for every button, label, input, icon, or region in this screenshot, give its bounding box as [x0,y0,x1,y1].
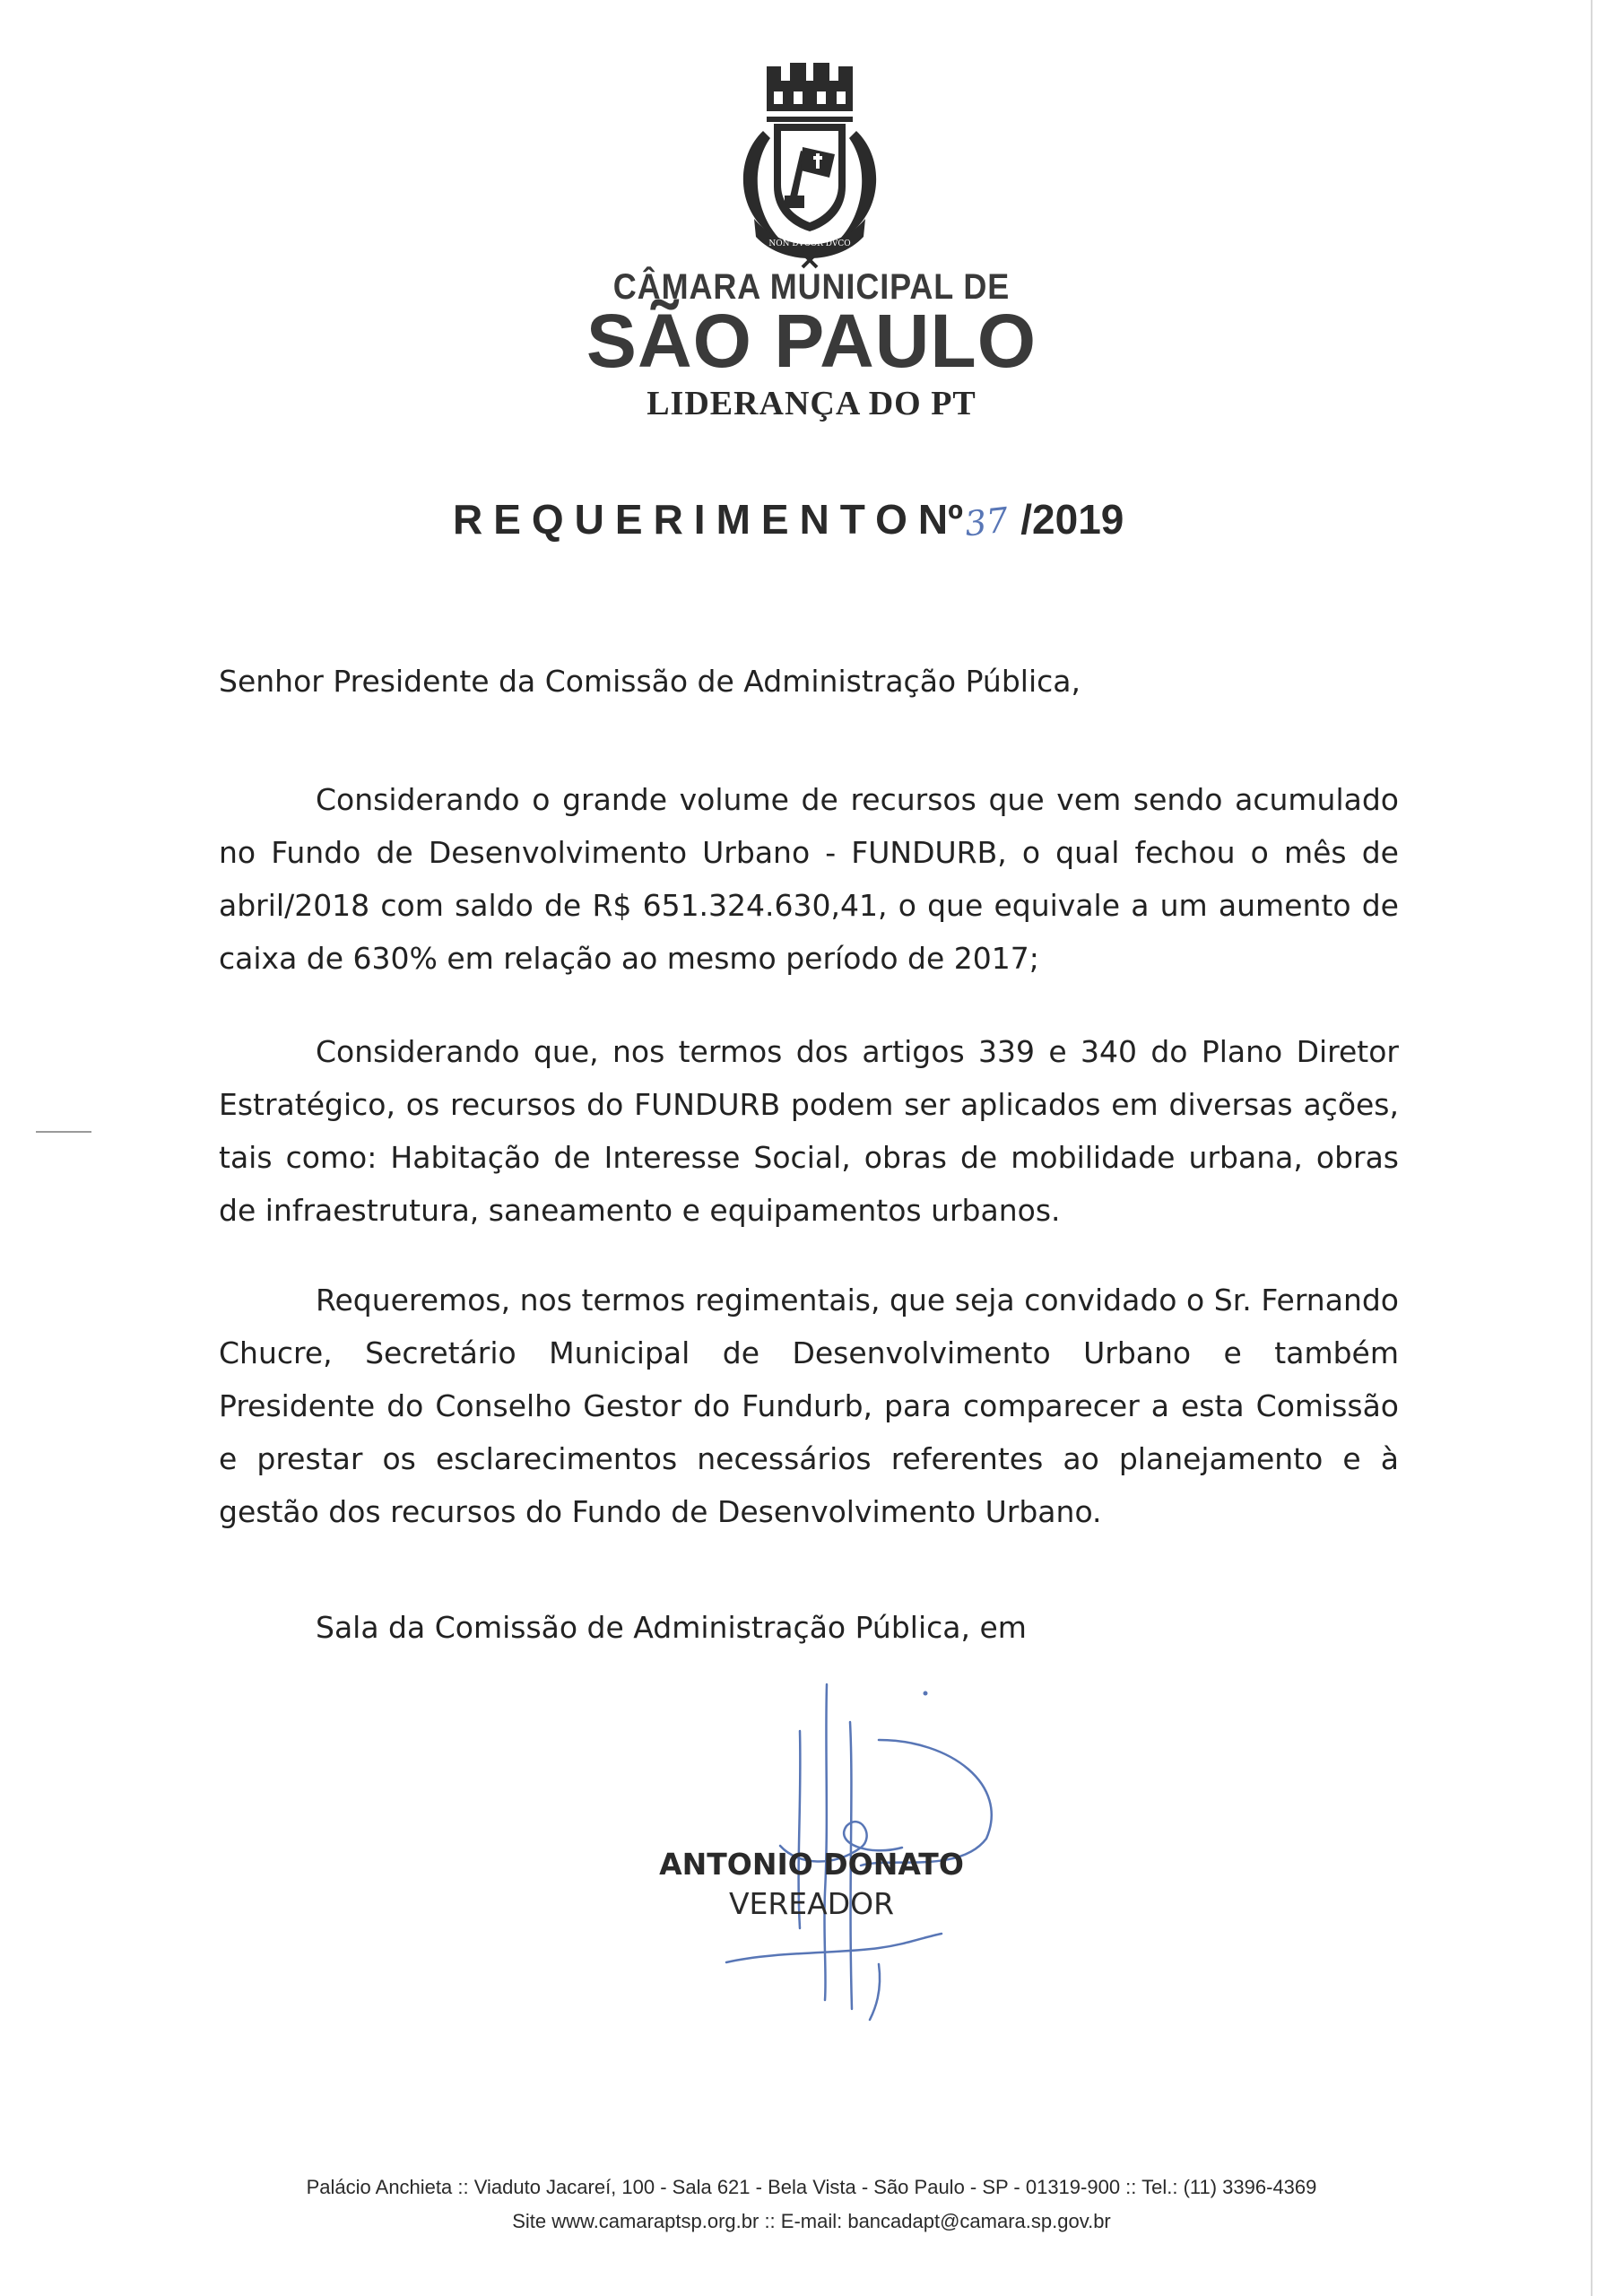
paragraph-3: Requeremos, nos termos regimentais, que seja convidado o Sr. Fernando Chucre, Secretário Municipal de Desenvolvimento Urbano e também Presidente do Conselho Gestor do Fundurb, para comparecer a esta Comissão e prestar os esclarecimentos necessários referentes ao planejamento e à gestão dos recursos do Fundo de Desenvolvimento Urbano. [219,1283,1399,1529]
document-title [453,495,1124,549]
signatory-name: ANTONIO DONATO [659,1847,964,1882]
salutation: Senhor Presidente da Comissão de Administração Pública, [219,664,1081,699]
closing-line: Sala da Comissão de Administração Pública, em [316,1610,1027,1645]
crest-motto: NON DVCOR DVCO [768,239,851,248]
footer-contact: Site www.camaraptsp.org.br :: E-mail: bancadapt@camara.sp.gov.br [512,2210,1111,2232]
title-prefix: REQUERIMENTO [453,496,918,543]
footer-address: Palácio Anchieta :: Viaduto Jacareí, 100 - Sala 621 - Bela Vista - São Paulo - SP - 01319-900 :: Tel.: (11) 3396-4369 [306,2176,1317,2198]
paragraph-1: Considerando o grande volume de recursos que vem sendo acumulado no Fundo de Desenvolvimento Urbano - FUNDURB, o qual fechou o mês de abril/2018 com saldo de R$ 651.324.630,41, o que equivale a um aumento de caixa de 630% em relação ao mesmo período de 2017; [219,782,1399,976]
margin-mark [36,1131,91,1133]
org-name-line3: LIDERANÇA DO PT [647,385,976,422]
paragraph-2: Considerando que, nos termos dos artigos 339 e 340 do Plano Diretor Estratégico, os recursos do FUNDURB podem ser aplicados em diversas ações, tais como: Habitação de Interesse Social, obras de mobilidade urbana, obras de infraestrutura, saneamento e equipamentos urbanos. [219,1034,1399,1228]
signatory-role: VEREADOR [728,1886,895,1921]
handwritten-number: 37 [962,500,1011,544]
city-crest-icon [729,61,890,269]
title-no-label: Nº [917,496,963,543]
org-name-line2: SÃO PAULO [586,299,1037,383]
org-name-line1: CÂMARA MUNICIPAL DE [612,267,1011,307]
title-year: /2019 [1020,496,1124,543]
